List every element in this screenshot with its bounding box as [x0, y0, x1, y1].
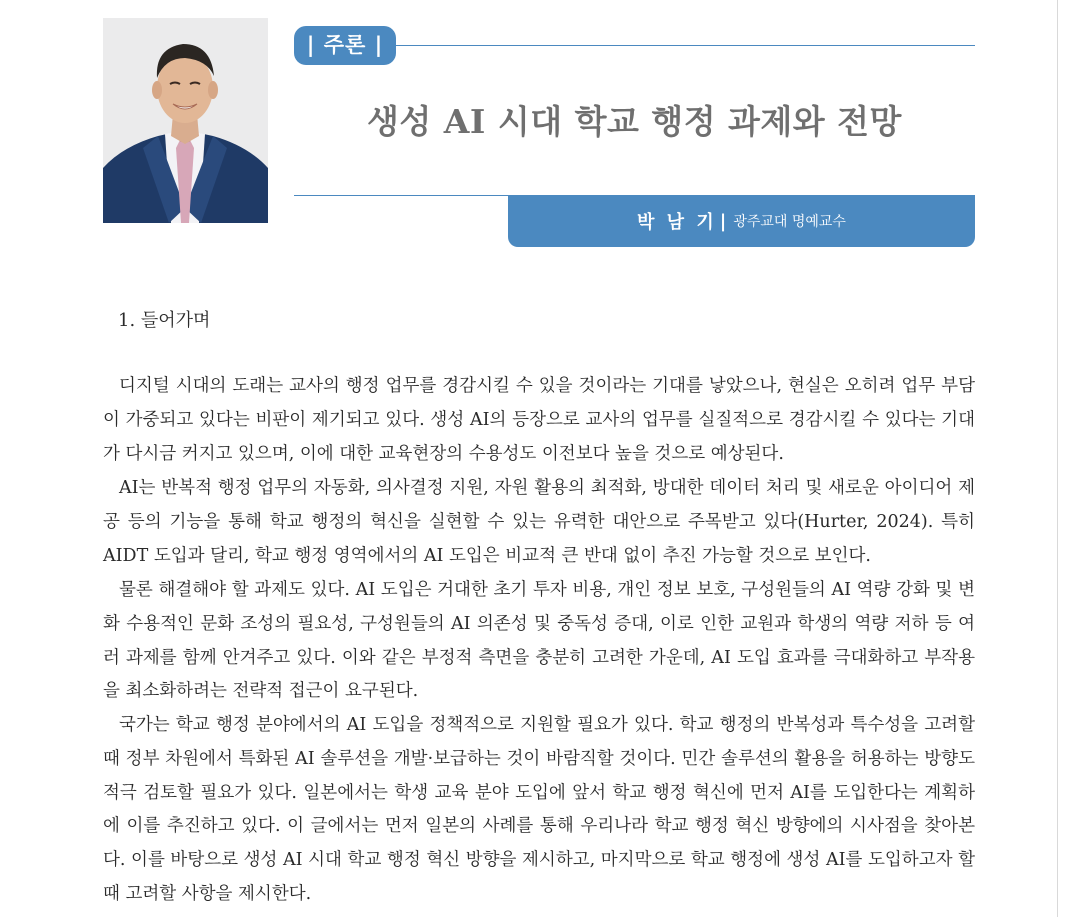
section-badge: | 주론 | — [294, 26, 396, 65]
body-paragraph-2: AI는 반복적 행정 업무의 자동화, 의사결정 지원, 자원 활용의 최적화, 방대한 데이터 처리 및 새로운 아이디어 제공 등의 기능을 통해 학교 행정의 혁신을 실현할 수 있는 유력한 대안으로 주목받고 있다(Hurter, 2024). 특히 AIDT 도입과 달리, 학교 행정 영역에서의 AI 도입은 비교적 큰 반대 없이 추진 가능할 것으로 보인다. — [103, 478, 975, 566]
author-rule — [294, 195, 508, 196]
page-edge-divider — [1057, 0, 1058, 917]
body-paragraph-3: 물론 해결해야 할 과제도 있다. AI 도입은 거대한 초기 투자 비용, 개인 정보 보호, 구성원들의 AI 역량 강화 및 변화 수용적인 문화 조성의 필요성, 구성원들의 AI 의존성 및 중독성 증대, 이로 인한 교원과 학생의 역량 저하 등 여러 과제를 함께 안겨주고 있다. 이와 같은 부정적 측면을 충분히 고려한 가운데, AI 도입 효과를 극대화하고 부작용을 최소화하려는 전략적 접근이 요구된다. — [103, 580, 975, 702]
article-title: 생성 AI 시대 학교 행정 과제와 전망 — [367, 102, 902, 141]
author-name: 박 남 기 — [637, 212, 717, 233]
author-separator: | — [719, 210, 727, 232]
section-heading: 1. 들어가며 — [118, 310, 211, 331]
author-affiliation: 광주교대 명예교수 — [733, 214, 846, 230]
body-paragraph-4: 국가는 학교 행정 분야에서의 AI 도입을 정책적으로 지원할 필요가 있다. 학교 행정의 반복성과 특수성을 고려할 때 정부 차원에서 특화된 AI 솔루션을 개발·보급하는 것이 바람직할 것이다. 민간 솔루션의 활용을 허용하는 방향도 적극 검토할 필요가 있다. 일본에서는 학생 교육 분야 도입에 앞서 학교 행정 혁신에 먼저 AI를 도입한다는 계획하에 이를 추진하고 있다. 이 글에서는 먼저 일본의 사례를 통해 우리나라 학교 행정 혁신 방향에의 시사점을 찾아본다. 이를 바탕으로 생성 AI 시대 학교 행정 혁신 방향을 제시하고, 마지막으로 학교 행정에 생성 AI를 도입하고자 할 때 고려할 사항을 제시한다. — [103, 715, 975, 904]
author-box — [508, 195, 975, 247]
author-photo — [103, 18, 268, 223]
header-rule — [396, 45, 975, 46]
body-paragraph-1: 디지털 시대의 도래는 교사의 행정 업무를 경감시킬 수 있을 것이라는 기대를 낳았으나, 현실은 오히려 업무 부담이 가중되고 있다는 비판이 제기되고 있다. 생성 AI의 등장으로 교사의 업무를 실질적으로 경감시킬 수 있다는 기대가 다시금 커지고 있으며, 이에 대한 교육현장의 수용성도 이전보다 높을 것으로 예상된다. — [103, 376, 975, 464]
